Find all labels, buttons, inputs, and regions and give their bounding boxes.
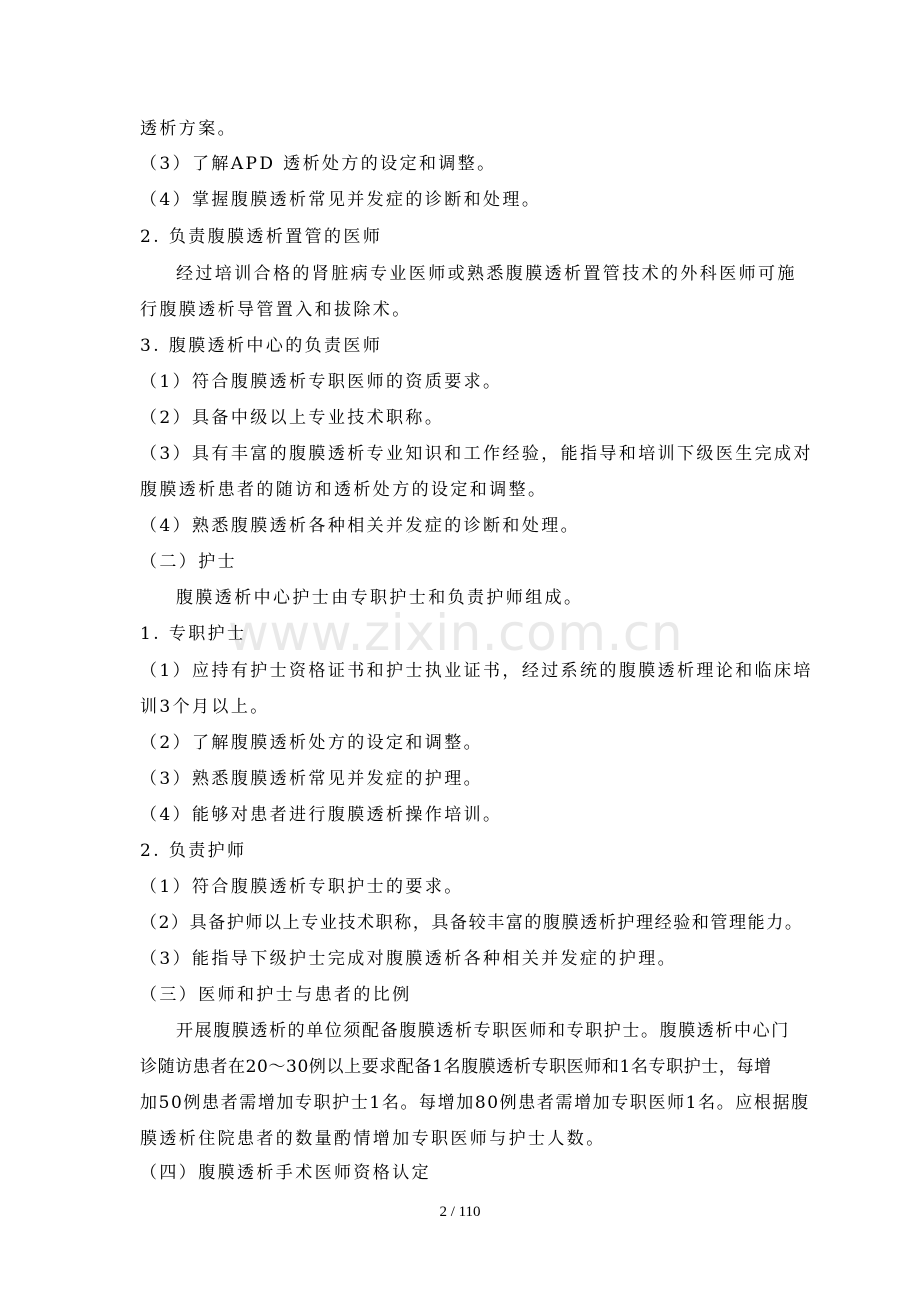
paragraph-line: 加50例患者需增加专职护士1名。每增加80例患者需增加专职医师1名。应根据腹 — [140, 1093, 810, 1113]
text-line: （2）了解腹膜透析处方的设定和调整。 — [140, 733, 484, 753]
section-heading: 1. 专职护士 — [140, 624, 247, 644]
section-heading: （二）护士 — [140, 552, 237, 572]
page-number: 2 / 110 — [439, 1204, 481, 1220]
text-line: （4）掌握腹膜透析常见并发症的诊断和处理。 — [140, 190, 542, 210]
text-line: （1）符合腹膜透析专职护士的要求。 — [140, 877, 464, 897]
text-line: 训3个月以上。 — [140, 697, 270, 717]
paragraph-line: 诊随访患者在20～30例以上要求配备1名腹膜透析专职医师和1名专职护士，每增 — [140, 1057, 772, 1077]
text-line: （2）具备护师以上专业技术职称，具备较丰富的腹膜透析护理经验和管理能力。 — [140, 913, 804, 933]
text-line: （1）符合腹膜透析专职医师的资质要求。 — [140, 372, 503, 392]
text-line: 腹膜透析患者的随访和透析处方的设定和调整。 — [140, 480, 548, 500]
section-heading: （四）腹膜透析手术医师资格认定 — [140, 1163, 431, 1183]
section-heading: （三）医师和护士与患者的比例 — [140, 985, 412, 1005]
paragraph-line: 行腹膜透析导管置入和拔除术。 — [140, 300, 412, 320]
text-line: （3）了解APD 透析处方的设定和调整。 — [140, 154, 497, 174]
text-line: （4）熟悉腹膜透析各种相关并发症的诊断和处理。 — [140, 516, 581, 536]
text-line: （4）能够对患者进行腹膜透析操作培训。 — [140, 805, 503, 825]
section-heading: 3. 腹膜透析中心的负责医师 — [140, 336, 383, 356]
paragraph-line: 腹膜透析中心护士由专职护士和负责护师组成。 — [176, 588, 584, 608]
paragraph-line: 经过培训合格的肾脏病专业医师或熟悉腹膜透析置管技术的外科医师可施 — [176, 264, 797, 284]
text-line: 透析方案。 — [140, 119, 237, 139]
paragraph-line: 开展腹膜透析的单位须配备腹膜透析专职医师和专职护士。腹膜透析中心门 — [176, 1021, 790, 1041]
text-line: （3）具有丰富的腹膜透析专业知识和工作经验，能指导和培训下级医生完成对 — [140, 444, 813, 464]
watermark: www.zixin.com.cn — [228, 604, 684, 662]
text-line: （1）应持有护士资格证书和护士执业证书，经过系统的腹膜透析理论和临床培 — [140, 661, 813, 681]
text-line: （3）熟悉腹膜透析常见并发症的护理。 — [140, 769, 484, 789]
paragraph-line: 膜透析住院患者的数量酌情增加专职医师与护士人数。 — [140, 1129, 606, 1149]
section-heading: 2. 负责腹膜透析置管的医师 — [140, 227, 383, 247]
section-heading: 2. 负责护师 — [140, 841, 247, 861]
text-line: （2）具备中级以上专业技术职称。 — [140, 408, 445, 428]
text-line: （3）能指导下级护士完成对腹膜透析各种相关并发症的护理。 — [140, 949, 678, 969]
